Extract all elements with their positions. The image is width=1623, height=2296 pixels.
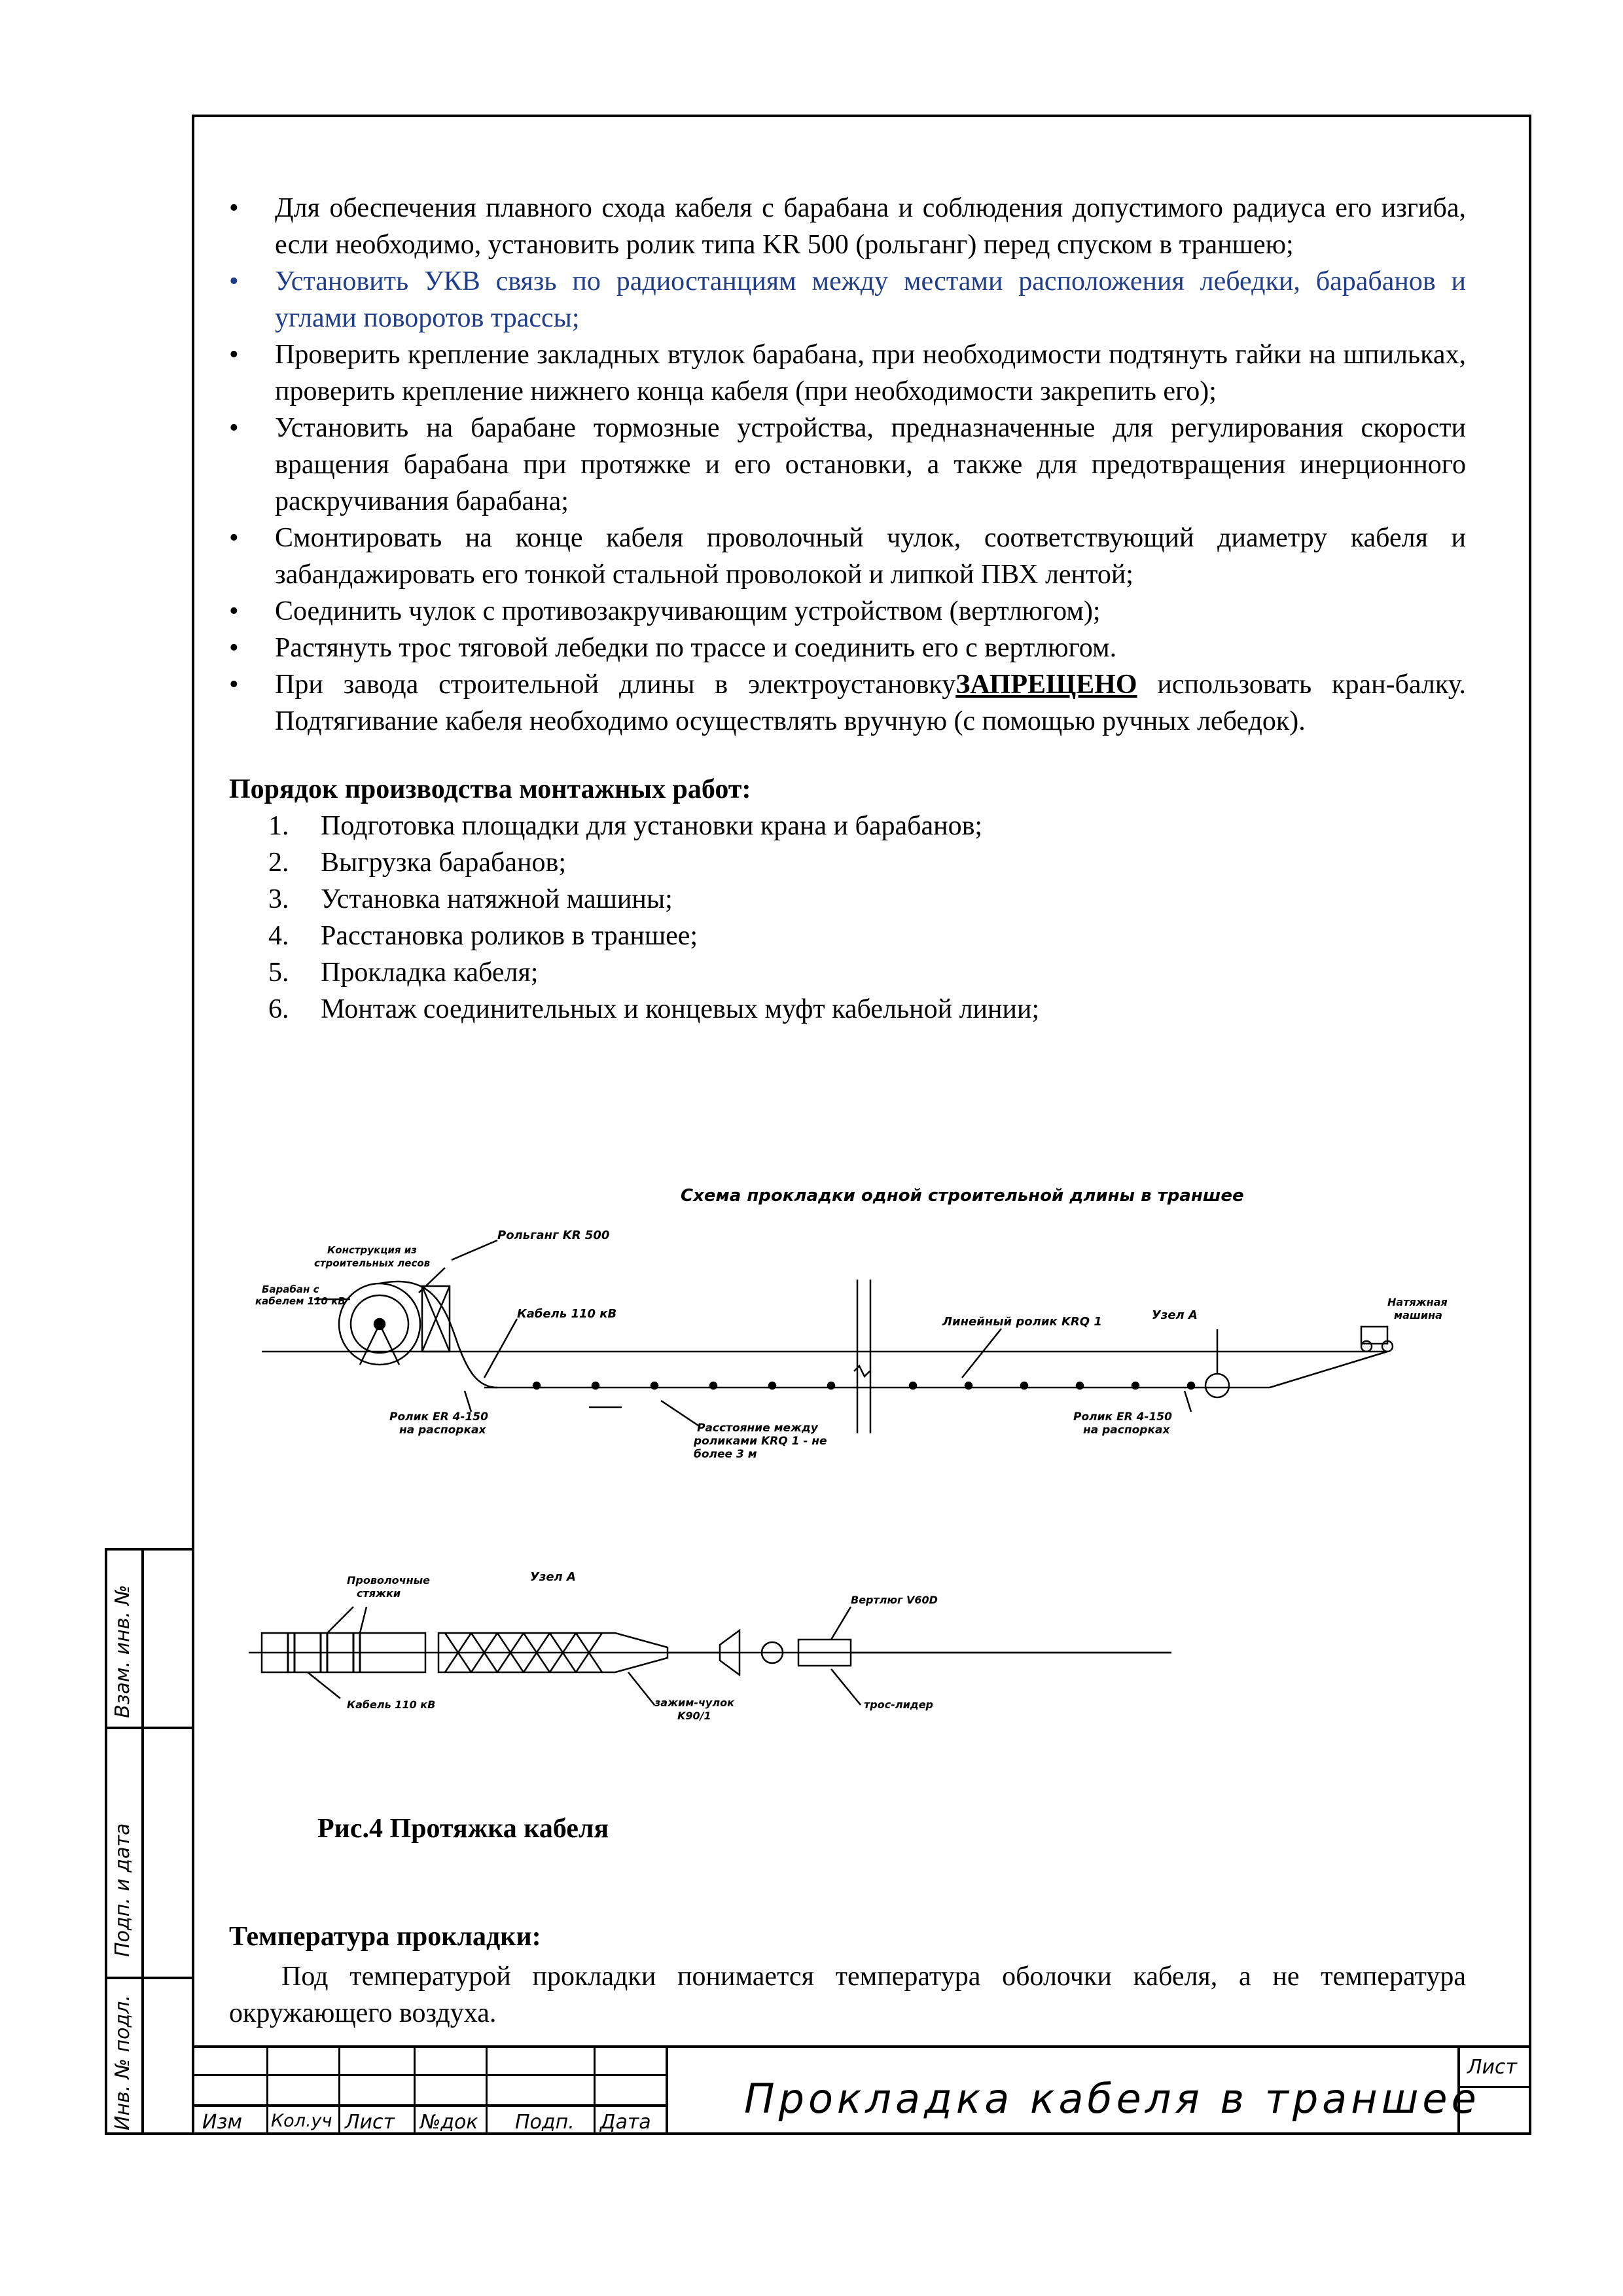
side-label-inv: Инв. № подл. [111,1995,134,2130]
label-node-a: Узел А [1152,1308,1198,1322]
label-construction-1: Конструкция из [327,1244,417,1256]
side-label-podp: Подп. и дата [111,1823,134,1957]
stamp-kolich: Кол.уч [271,2111,332,2131]
label-distance-2: роликами KRQ 1 - не [694,1435,827,1448]
label-tension-2: машина [1394,1309,1442,1321]
label-roller-left-1: Ролик ER 4-150 [389,1410,488,1424]
temperature-title: Температура прокладки: [229,1922,541,1952]
label-cable2: Кабель 110 кВ [347,1698,436,1711]
main-content [229,190,1466,1028]
label-roller-right-1: Ролик ER 4-150 [1073,1410,1172,1424]
bullet-item-7: • Растянуть трос тяговой лебедки по трассе и соединить его с вертлюгом. [229,630,1466,666]
label-roller-left-2: на распорках [399,1424,486,1437]
temperature-text: Под температурой прокладки понимается температура оболочки кабеля, а не температура окружающего воздуха. [229,1962,1466,2028]
stamp-sheet-label: Лист [1467,2056,1518,2079]
label-swivel: Вертлюг V60D [851,1594,938,1606]
label-linear-roller: Линейный ролик KRQ 1 [942,1315,1102,1329]
label-construction-2: строительных лесов [314,1257,431,1269]
bullet-item-2: • Установить УКВ связь по радиостанциям между местами расположения лебедки, барабанов и углами поворотов трассы; [229,263,1466,336]
cable-laying-diagram [249,1175,1466,1757]
document-title: Прокладка кабеля в траншее [744,2075,1480,2123]
step-item: 2. Выгрузка барабанов; [268,848,567,878]
label-wire-ties-1: Проволочные [347,1574,431,1587]
label-drum-2: кабелем 110 кВ [255,1295,346,1307]
step-item: 6. Монтаж соединительных и концевых муфт кабельной линии; [268,994,1040,1024]
label-tension-1: Натяжная [1387,1296,1448,1308]
label-distance-3: более 3 м [694,1448,757,1461]
stamp-ndok: №док [420,2111,478,2134]
bullet-item-6: • Соединить чулок с противозакручивающим устройством (вертлюгом); [229,593,1466,630]
label-grip-2: K90/1 [677,1710,711,1722]
steps-list [229,808,1466,1028]
title-block [194,2045,1531,2135]
label-grip-1: зажим-чулок [654,1696,734,1709]
figure-caption: Рис.4 Протяжка кабеля [317,1814,609,1844]
label-drum-1: Барабан с [262,1283,319,1295]
label-roller-right-2: на распорках [1083,1424,1170,1437]
label-node-a2: Узел А [530,1570,576,1584]
stamp-podp: Подп. [515,2111,575,2134]
bullet-item-4: • Установить на барабане тормозные устройства, предназначенные для регулирования скорости вращения барабана при протяжке и его остановки, а также для предотвращения инерционного раскручивания барабана; [229,410,1466,520]
label-distance-1: Расстояние между [697,1422,818,1435]
stamp-list: Лист [345,2111,395,2134]
side-label-vzam: Взам. инв. № [111,1585,134,1718]
bullet-item-1: • Для обеспечения плавного схода кабеля с барабана и соблюдения допустимого радиуса его изгиба, если необходимо, установить ролик типа KR 500 (рольганг) перед спуском в траншею; [229,190,1466,263]
label-pilot-rope: трос-лидер [864,1698,933,1711]
label-cable: Кабель 110 кВ [517,1307,617,1321]
step-item: 3. Установка натяжной машины; [268,884,673,914]
side-stamp [105,1548,194,2135]
preparation-list [229,190,1466,740]
stamp-data: Дата [600,2111,651,2134]
step-item: 5. Прокладка кабеля; [268,958,539,988]
bullet-item-8: • При завода строительной длины в электроустановкуЗАПРЕЩЕНО использовать кран-балку. Подтягивание кабеля необходимо осуществлять вручную (с помощью ручных лебедок). [229,666,1466,740]
bullet-item-5: • Смонтировать на конце кабеля проволочный чулок, соответствующий диаметру кабеля и забандажировать его тонкой стальной проволокой и липкой ПВХ лентой; [229,520,1466,593]
step-item: 4. Расстановка роликов в траншее; [268,921,698,951]
prohibited-text: ЗАПРЕЩЕНО [955,670,1137,700]
diagram-title: Схема прокладки одной строительной длины в траншее [681,1186,1244,1206]
stamp-izm: Изм [202,2111,243,2134]
step-item: 1. Подготовка площадки для установки крана и барабанов; [268,811,983,841]
bullet-item-3: • Проверить крепление закладных втулок барабана, при необходимости подтянуть гайки на шпильках, проверить крепление нижнего конца кабеля (при необходимости закрепить его); [229,336,1466,410]
order-title: Порядок производства монтажных работ: [229,774,751,804]
label-wire-ties-2: стяжки [357,1587,401,1600]
label-rolgang: Рольганг KR 500 [497,1229,610,1242]
